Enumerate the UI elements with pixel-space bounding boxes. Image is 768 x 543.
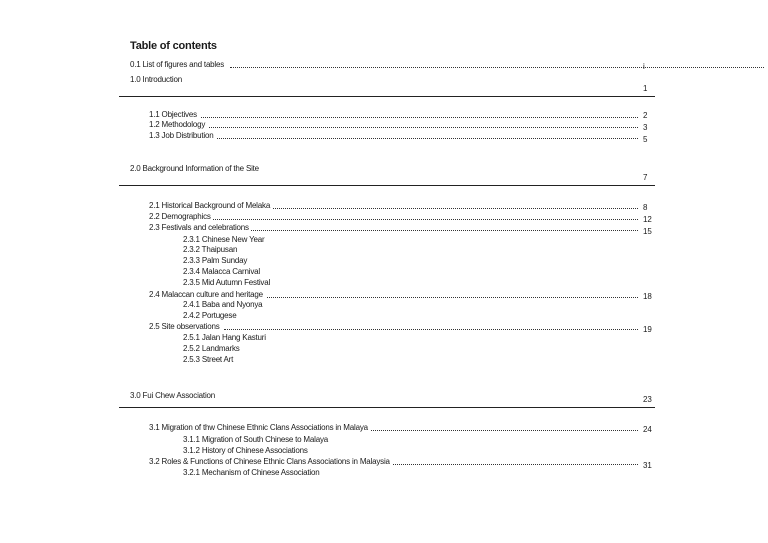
toc-entry-methodology[interactable] xyxy=(149,120,205,130)
dot-leader xyxy=(273,208,638,209)
toc-entry-label: 1.2 Methodology xyxy=(149,120,206,129)
toc-page-number: 7 xyxy=(643,173,648,182)
toc-page-number: 23 xyxy=(643,395,652,404)
toc-entry-malacca-carnival[interactable] xyxy=(183,267,260,277)
toc-page-number: 19 xyxy=(643,325,652,334)
section-rule xyxy=(119,96,655,97)
toc-entry-fui-chew[interactable] xyxy=(130,391,215,401)
toc-entry-festivals[interactable] xyxy=(149,223,249,233)
toc-entry-label: 2.3.5 Mid Autumn Festival xyxy=(183,278,271,287)
dot-leader xyxy=(393,464,638,465)
toc-entry-history-chinese-associations[interactable] xyxy=(183,446,308,456)
toc-entry-job-distribution[interactable] xyxy=(149,131,213,141)
toc-entry-history-melaka[interactable] xyxy=(149,201,270,211)
toc-entry-baba-nyonya[interactable] xyxy=(183,300,262,310)
section-rule xyxy=(119,407,655,408)
dot-leader xyxy=(224,329,638,330)
dot-leader xyxy=(201,117,638,118)
toc-page-number: 8 xyxy=(643,203,648,212)
toc-entry-mid-autumn[interactable] xyxy=(183,278,270,288)
toc-entry-label: 2.3 Festivals and celebrations xyxy=(149,223,249,232)
toc-entry-culture-heritage[interactable] xyxy=(149,290,263,300)
toc-entry-chinese-new-year[interactable] xyxy=(183,235,264,245)
toc-entry-label: 2.3.4 Malacca Carnival xyxy=(183,267,260,276)
toc-page-number: i xyxy=(643,62,645,71)
toc-page-number: 3 xyxy=(643,123,648,132)
toc-page-number: 2 xyxy=(643,111,648,120)
toc-entry-label: 2.0 Background Information of the Site xyxy=(130,164,259,173)
toc-page-number: 18 xyxy=(643,292,652,301)
toc-entry-street-art[interactable] xyxy=(183,355,233,365)
toc-entry-label: 2.3.1 Chinese New Year xyxy=(183,235,265,244)
dot-leader xyxy=(230,67,764,68)
toc-entry-label: 2.2 Demographics xyxy=(149,212,211,221)
toc-entry-thaipusan[interactable] xyxy=(183,245,237,255)
toc-entry-label: 2.5.1 Jalan Hang Kasturi xyxy=(183,333,266,342)
toc-entry-label: 2.5.3 Street Art xyxy=(183,355,234,364)
toc-entry-landmarks[interactable] xyxy=(183,344,240,354)
toc-entry-label: 2.5 Site observations xyxy=(149,322,220,331)
dot-leader xyxy=(251,230,638,231)
toc-entry-label: 2.5.2 Landmarks xyxy=(183,344,240,353)
toc-entry-migration-south-chinese[interactable] xyxy=(183,435,328,445)
toc-page-number: 15 xyxy=(643,227,652,236)
toc-page-number: 1 xyxy=(643,84,648,93)
toc-entry-palm-sunday[interactable] xyxy=(183,256,247,266)
toc-entry-roles-functions[interactable] xyxy=(149,457,390,467)
toc-entry-jalan-hang-kasturi[interactable] xyxy=(183,333,266,343)
toc-entry-introduction[interactable] xyxy=(130,75,182,85)
toc-entry-label: 2.1 Historical Background of Melaka xyxy=(149,201,271,210)
toc-entry-label: 1.1 Objectives xyxy=(149,110,197,119)
toc-entry-migration-clans[interactable] xyxy=(149,423,368,433)
toc-entry-label: 1.3 Job Distribution xyxy=(149,131,214,140)
section-rule xyxy=(119,185,655,186)
toc-entry-label: 2.4.2 Portugese xyxy=(183,311,237,320)
toc-entry-label: 3.2 Roles & Functions of Chinese Ethnic Clans Associations in Malaysia xyxy=(149,457,390,466)
toc-entry-background[interactable] xyxy=(130,164,259,174)
toc-page-number: 12 xyxy=(643,215,652,224)
toc-entry-mechanism[interactable] xyxy=(183,468,319,478)
toc-entry-portugese[interactable] xyxy=(183,311,237,321)
toc-entry-label: 3.2.1 Mechanism of Chinese Association xyxy=(183,468,320,477)
dot-leader xyxy=(213,219,638,220)
toc-entry-label: 2.4 Malaccan culture and heritage xyxy=(149,290,263,299)
dot-leader xyxy=(209,127,638,128)
toc-entry-label: 1.0 Introduction xyxy=(130,75,182,84)
toc-entry-label: 2.3.3 Palm Sunday xyxy=(183,256,248,265)
toc-page-number: 24 xyxy=(643,425,652,434)
toc-entry-label: 3.1.1 Migration of South Chinese to Malaya xyxy=(183,435,329,444)
toc-entry-label: 3.1.2 History of Chinese Associations xyxy=(183,446,308,455)
toc-entry-label: 2.3.2 Thaipusan xyxy=(183,245,238,254)
toc-page-number: 31 xyxy=(643,461,652,470)
toc-entry-label: 3.0 Fui Chew Association xyxy=(130,391,216,400)
toc-entry-demographics[interactable] xyxy=(149,212,211,222)
dot-leader xyxy=(267,297,638,298)
toc-page-number: 5 xyxy=(643,135,648,144)
toc-entry-list-of-figures[interactable] xyxy=(130,60,224,70)
toc-title: Table of contents xyxy=(130,40,217,52)
toc-entry-label: 0.1 List of figures and tables xyxy=(130,60,225,69)
toc-entry-site-observations[interactable] xyxy=(149,322,220,332)
toc-entry-objectives[interactable] xyxy=(149,110,197,120)
toc-entry-label: 2.4.1 Baba and Nyonya xyxy=(183,300,263,309)
dot-leader xyxy=(371,430,638,431)
toc-entry-label: 3.1 Migration of thw Chinese Ethnic Clans Associations in Malaya xyxy=(149,423,368,432)
dot-leader xyxy=(217,138,638,139)
